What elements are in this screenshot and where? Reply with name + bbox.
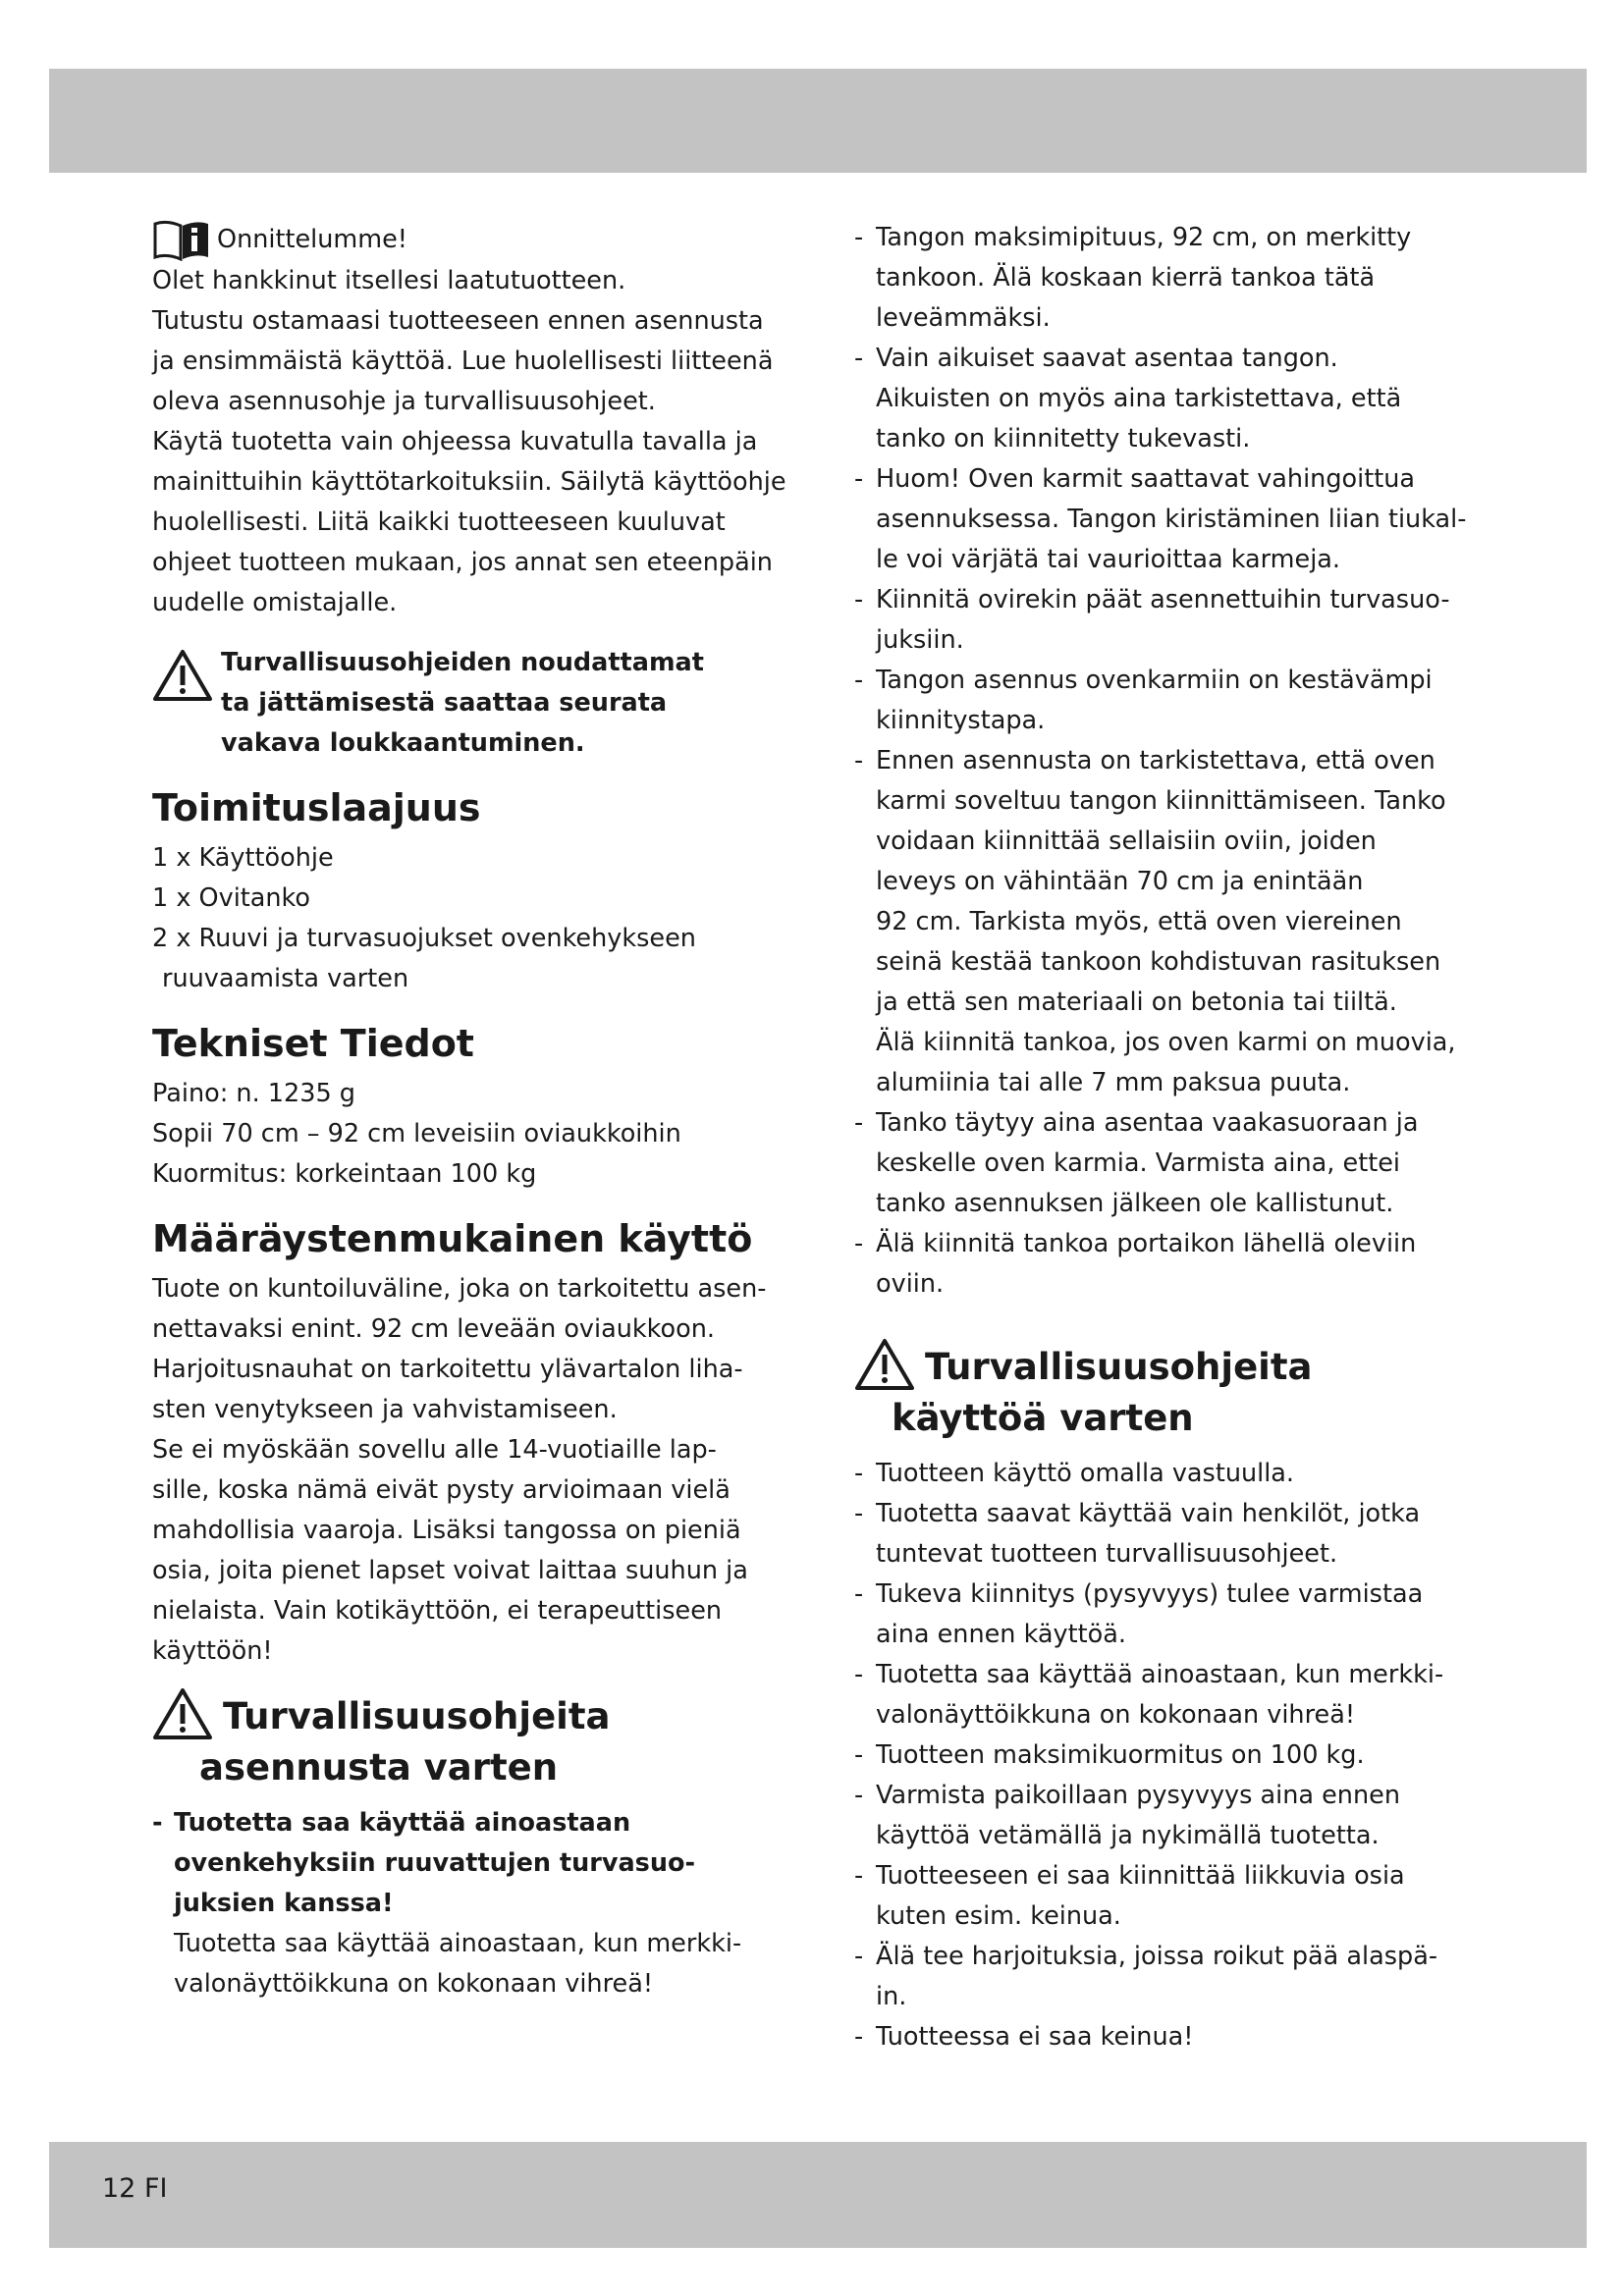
intro-line: oleva asennusohje ja turvallisuusohjeet. (152, 387, 656, 416)
dash-marker: - (854, 1942, 864, 1971)
tech-heading: Tekniset Tiedot (152, 1022, 474, 1065)
list-item-line: Tuotteen käyttö omalla vastuulla. (876, 1459, 1295, 1488)
use-heading: Määräystenmukainen käyttö (152, 1217, 753, 1260)
use-line: Se ei myöskään sovellu alle 14-vuotiaille lap- (152, 1435, 717, 1465)
list-item-line: Tuotetta saavat käyttää vain henkilöt, jotka (876, 1499, 1421, 1528)
list-item (854, 218, 1502, 339)
right-column (854, 218, 1502, 2057)
scope-heading: Toimituslaajuus (152, 786, 481, 829)
list-item-line: tanko asennuksen jälkeen ole kallistunut. (876, 1189, 1394, 1218)
dash-marker: - (854, 585, 864, 614)
dash-marker: - (854, 344, 864, 373)
list-item-line: ja että sen materiaali on betonia tai tiiltä. (876, 988, 1397, 1017)
list-item-line: tanko on kiinnitetty tukevasti. (876, 424, 1251, 454)
list-item (854, 1735, 1502, 1776)
list-item-line: tankoon. Älä koskaan kierrä tankoa tätä (876, 263, 1376, 293)
tech-item: Sopii 70 cm – 92 cm leveisiin oviaukkoihin (152, 1119, 681, 1148)
install-bold-line: juksien kanssa! (174, 1889, 394, 1918)
list-item-line: in. (876, 1982, 907, 2011)
list-item-line: karmi soveltuu tangon kiinnittämiseen. Tanko (876, 786, 1446, 816)
list-item (854, 459, 1502, 580)
list-item-line: käyttöä vetämällä ja nykimällä tuotetta. (876, 1821, 1380, 1850)
use-line: nielaista. Vain kotikäyttöön, ei terapeuttiseen (152, 1596, 723, 1626)
intro-line: huolellisesti. Liitä kaikki tuotteeseen kuuluvat (152, 507, 726, 537)
use-line: käyttöön! (152, 1636, 273, 1666)
list-item-line: Älä tee harjoituksia, joissa roikut pää alaspä- (876, 1942, 1438, 1971)
warning-line: vakava loukkaantuminen. (221, 728, 585, 758)
warning-icon (152, 649, 213, 702)
list-item-line: aina ennen käyttöä. (876, 1620, 1126, 1649)
warning-notice (152, 643, 781, 764)
list-item-line: juksiin. (876, 625, 964, 655)
dash-marker: - (854, 223, 864, 252)
use-line: sten venytykseen ja vahvistamiseen. (152, 1395, 618, 1424)
list-item (854, 1454, 1502, 1494)
use-line: Harjoitusnauhat on tarkoitettu ylävartalon liha- (152, 1355, 743, 1384)
install-heading-line: asennusta varten (199, 1746, 559, 1789)
list-item-line: le voi värjätä tai vaurioittaa karmeja. (876, 545, 1341, 574)
intro-line: uudelle omistajalle. (152, 588, 398, 617)
intro-heading (152, 218, 781, 261)
list-item-line: tuntevat tuotteen turvallisuusohjeet. (876, 1539, 1338, 1569)
list-item-line: Kiinnitä ovirekin päät asennettuihin turvasuo- (876, 585, 1450, 614)
list-item (854, 1937, 1502, 2017)
scope-item: ruuvaamista varten (162, 964, 409, 993)
list-item-line: alumiinia tai alle 7 mm paksua puuta. (876, 1068, 1351, 1097)
info-book-icon (152, 218, 211, 261)
list-item-line: Huom! Oven karmit saattavat vahingoittua (876, 464, 1415, 494)
dash-marker: - (854, 464, 864, 494)
install-bold-line: ovenkehyksiin ruuvattujen turvasuo- (174, 1848, 696, 1878)
tech-item: Paino: n. 1235 g (152, 1079, 355, 1108)
list-item-line: Tuotetta saa käyttää ainoastaan, kun merkki- (876, 1660, 1444, 1689)
dash-marker: - (854, 1740, 864, 1770)
install-item (152, 1803, 781, 2004)
footer-band (49, 2142, 1587, 2248)
dash-marker: - (854, 1579, 864, 1609)
list-item-line: seinä kestää tankoon kohdistuvan rasituksen (876, 947, 1441, 977)
list-item (854, 661, 1502, 741)
dash-marker: - (854, 1108, 864, 1138)
scope-item: 1 x Käyttöohje (152, 843, 334, 873)
scope-item: 1 x Ovitanko (152, 883, 311, 913)
use-safety-heading (854, 1342, 1502, 1444)
list-item (854, 1776, 1502, 1856)
list-item-line: Tangon asennus ovenkarmiin on kestävämpi (876, 666, 1433, 695)
list-item-line: leveämmäksi. (876, 303, 1051, 333)
use-safety-heading-line: käyttöä varten (892, 1397, 1194, 1439)
list-item-line: oviin. (876, 1269, 945, 1299)
list-item-line: keskelle oven karmia. Varmista aina, ettei (876, 1148, 1400, 1178)
list-item-line: Aikuisten on myös aina tarkistettava, että (876, 384, 1402, 413)
list-item-line: Tangon maksimipituus, 92 cm, on merkitty (876, 223, 1412, 252)
dash-marker: - (854, 2022, 864, 2052)
intro-line: ohjeet tuotteen mukaan, jos annat sen eteenpäin (152, 548, 773, 577)
list-item-line: Varmista paikoillaan pysyvyys aina ennen (876, 1781, 1400, 1810)
list-item (854, 1856, 1502, 1937)
tech-item: Kuormitus: korkeintaan 100 kg (152, 1159, 537, 1189)
intro-line: Käytä tuotetta vain ohjeessa kuvatulla tavalla ja (152, 427, 758, 456)
warning-line: Turvallisuusohjeiden noudattamat (221, 648, 704, 677)
list-item (854, 1575, 1502, 1655)
list-item-line: asennuksessa. Tangon kiristäminen liian tiukal- (876, 505, 1467, 534)
warning-line: ta jättämisestä saattaa seurata (221, 688, 668, 718)
dash-marker: - (854, 1861, 864, 1891)
install-heading-line: Turvallisuusohjeita (223, 1695, 611, 1737)
list-item-line: leveys on vähintään 70 cm ja enintään (876, 867, 1364, 896)
dash-marker: - (854, 1781, 864, 1810)
list-item (854, 1655, 1502, 1735)
list-item-line: kuten esim. keinua. (876, 1901, 1121, 1931)
use-line: osia, joita pienet lapset voivat laittaa suuhun ja (152, 1556, 748, 1585)
dash-marker: - (854, 1459, 864, 1488)
dash-marker: - (854, 1229, 864, 1258)
install-safety-list (854, 218, 1502, 1305)
intro-line: ja ensimmäistä käyttöä. Lue huolellisesti liitteenä (152, 347, 774, 376)
list-item-line: valonäyttöikkuna on kokonaan vihreä! (876, 1700, 1356, 1730)
list-item-line: 92 cm. Tarkista myös, että oven viereinen (876, 907, 1402, 936)
intro-line: mainittuihin käyttötarkoituksiin. Säilytä käyttöohje (152, 467, 786, 497)
list-item (854, 1224, 1502, 1305)
install-line: valonäyttöikkuna on kokonaan vihreä! (174, 1969, 654, 1999)
list-item-line: Tukeva kiinnitys (pysyvyys) tulee varmistaa (876, 1579, 1424, 1609)
use-line: nettavaksi enint. 92 cm leveään oviaukkoon. (152, 1314, 715, 1344)
use-safety-list (854, 1454, 1502, 2057)
list-item-line: Tuotteessa ei saa keinua! (876, 2022, 1194, 2052)
dash-marker: - (854, 746, 864, 775)
use-safety-heading-line: Turvallisuusohjeita (925, 1346, 1313, 1388)
scope-item: 2 x Ruuvi ja turvasuojukset ovenkehykseen (152, 924, 696, 953)
use-line: mahdollisia vaaroja. Lisäksi tangossa on pieniä (152, 1516, 741, 1545)
install-bold-line: Tuotetta saa käyttää ainoastaan (174, 1808, 631, 1838)
header-band (49, 69, 1587, 173)
warning-icon (152, 1687, 213, 1740)
list-item (854, 339, 1502, 459)
left-column (152, 218, 786, 2004)
intro-title: Onnittelumme! (217, 224, 408, 254)
list-item-line: Älä kiinnitä tankoa portaikon lähellä oleviin (876, 1229, 1417, 1258)
warning-icon (854, 1338, 915, 1391)
list-item (854, 741, 1502, 1103)
use-line: Tuote on kuntoiluväline, joka on tarkoitettu asen- (152, 1274, 767, 1304)
list-item (854, 1494, 1502, 1575)
list-item-line: Tanko täytyy aina asentaa vaakasuoraan ja (876, 1108, 1419, 1138)
intro-line: Tutustu ostamaasi tuotteeseen ennen asennusta (152, 306, 764, 336)
dash-marker: - (854, 1660, 864, 1689)
list-item-line: Tuotteeseen ei saa kiinnittää liikkuvia osia (876, 1861, 1405, 1891)
dash-marker: - (152, 1808, 163, 1838)
list-item-line: kiinnitystapa. (876, 706, 1046, 735)
install-safety-heading (152, 1691, 781, 1793)
dash-marker: - (854, 1499, 864, 1528)
list-item-line: Tuotteen maksimikuormitus on 100 kg. (876, 1740, 1365, 1770)
dash-marker: - (854, 666, 864, 695)
intro-line: Olet hankkinut itsellesi laatutuotteen. (152, 266, 626, 295)
use-line: sille, koska nämä eivät pysty arvioimaan vielä (152, 1475, 731, 1505)
list-item (854, 580, 1502, 661)
list-item-line: voidaan kiinnittää sellaisiin oviin, joiden (876, 827, 1377, 856)
list-item (854, 1103, 1502, 1224)
list-item (854, 2017, 1502, 2057)
install-line: Tuotetta saa käyttää ainoastaan, kun merkki- (174, 1929, 742, 1958)
list-item-line: Älä kiinnitä tankoa, jos oven karmi on muovia, (876, 1028, 1456, 1057)
list-item-line: Ennen asennusta on tarkistettava, että oven (876, 746, 1435, 775)
list-item-line: Vain aikuiset saavat asentaa tangon. (876, 344, 1338, 373)
page-number: 12 FI (102, 2173, 168, 2204)
